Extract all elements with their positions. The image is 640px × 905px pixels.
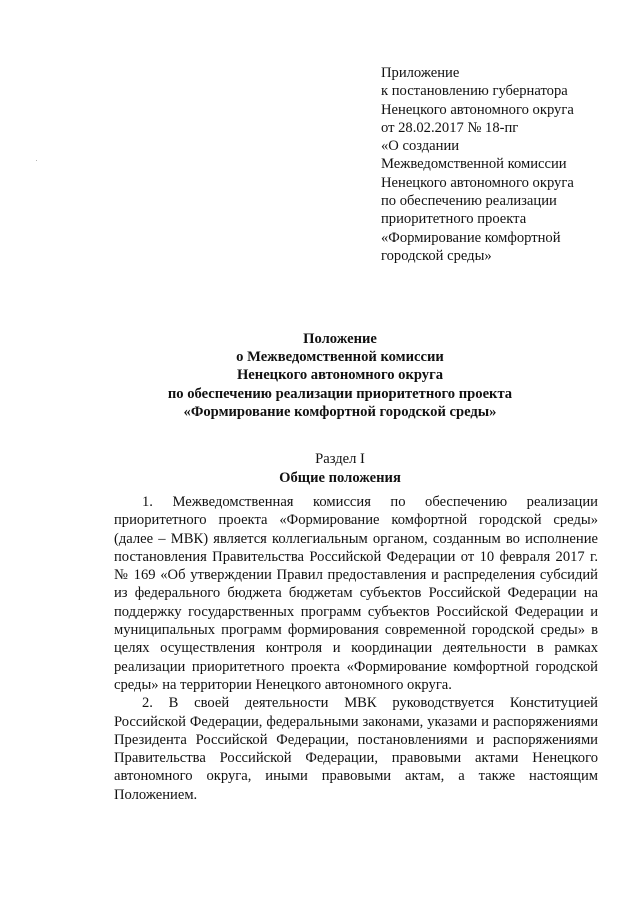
paragraph-line: постановления Правительства Российской Федерации от 10 февраля 2017 г.	[114, 548, 598, 565]
paragraph-line: целях осуществления контроля и координации деятельности в рамках	[114, 640, 598, 657]
paragraph-line: автономного округа, иными правовыми актам, а также настоящим	[114, 768, 598, 785]
title-line: Положение	[303, 331, 377, 347]
scan-speck	[36, 160, 37, 161]
paragraph-line: из федерального бюджета бюджетам субъектов Российской Федерации на	[114, 585, 598, 602]
appendix-line: Приложение	[381, 65, 460, 81]
paragraph-2	[114, 694, 598, 804]
title-line: о Межведомственной комиссии	[236, 349, 444, 366]
paragraph-line: 1. Межведомственная комиссия по обеспечению реализации	[142, 494, 598, 510]
appendix-line: Ненецкого автономного округа	[381, 101, 574, 118]
appendix-line: к постановлению губернатора	[381, 83, 568, 100]
paragraph-line: приоритетного проекта «Формирование комфортной городской среды»	[114, 512, 598, 529]
paragraph-line: Президента Российской Федерации, постановлениями и распоряжениями	[114, 731, 598, 748]
paragraph-line: Положением.	[114, 786, 198, 803]
appendix-line: приоритетного проекта	[381, 211, 527, 228]
paragraph-1	[114, 493, 598, 694]
appendix-line: Ненецкого автономного округа	[381, 174, 574, 191]
appendix-line: городской среды»	[381, 247, 492, 264]
title-line: Ненецкого автономного округа	[236, 367, 444, 384]
title-line: по обеспечению реализации приоритетного проекта	[167, 385, 513, 402]
appendix-line: «Формирование комфортной	[381, 229, 561, 246]
document-body	[114, 493, 598, 804]
appendix-header	[381, 64, 621, 265]
section-number: Раздел I	[315, 451, 365, 467]
appendix-line: от 28.02.2017 № 18-пг	[381, 119, 519, 136]
paragraph-line: 2. В своей деятельности МВК руководствуется Конституцией	[142, 695, 598, 712]
appendix-line: «О создании	[381, 138, 460, 155]
section-heading: Общие положения	[279, 469, 401, 486]
section-header	[80, 450, 600, 487]
paragraph-line: среды» на территории Ненецкого автономного округа.	[114, 676, 452, 693]
appendix-line: Межведомственной комиссии	[381, 156, 567, 173]
paragraph-line: (далее – МВК) является коллегиальным органом, созданным во исполнение	[114, 530, 598, 547]
paragraph-line: реализации приоритетного проекта «Формирование комфортной городской	[114, 658, 598, 675]
paragraph-line: Правительства Российской Федерации, правовыми актами Ненецкого	[114, 750, 598, 767]
paragraph-line: муниципальных программ формирования современной городской среды» в	[114, 622, 598, 639]
paragraph-line: № 169 «Об утверждении Правил предоставления и распределения субсидий	[114, 567, 598, 584]
paragraph-line: поддержку государственных программ субъектов Российской Федерации и	[114, 603, 598, 620]
document-title	[80, 330, 600, 421]
appendix-line: по обеспечению реализации	[381, 193, 557, 210]
paragraph-line: Российской Федерации, федеральными законами, указами и распоряжениями	[114, 713, 598, 730]
title-line: «Формирование комфортной городской среды»	[183, 403, 497, 420]
